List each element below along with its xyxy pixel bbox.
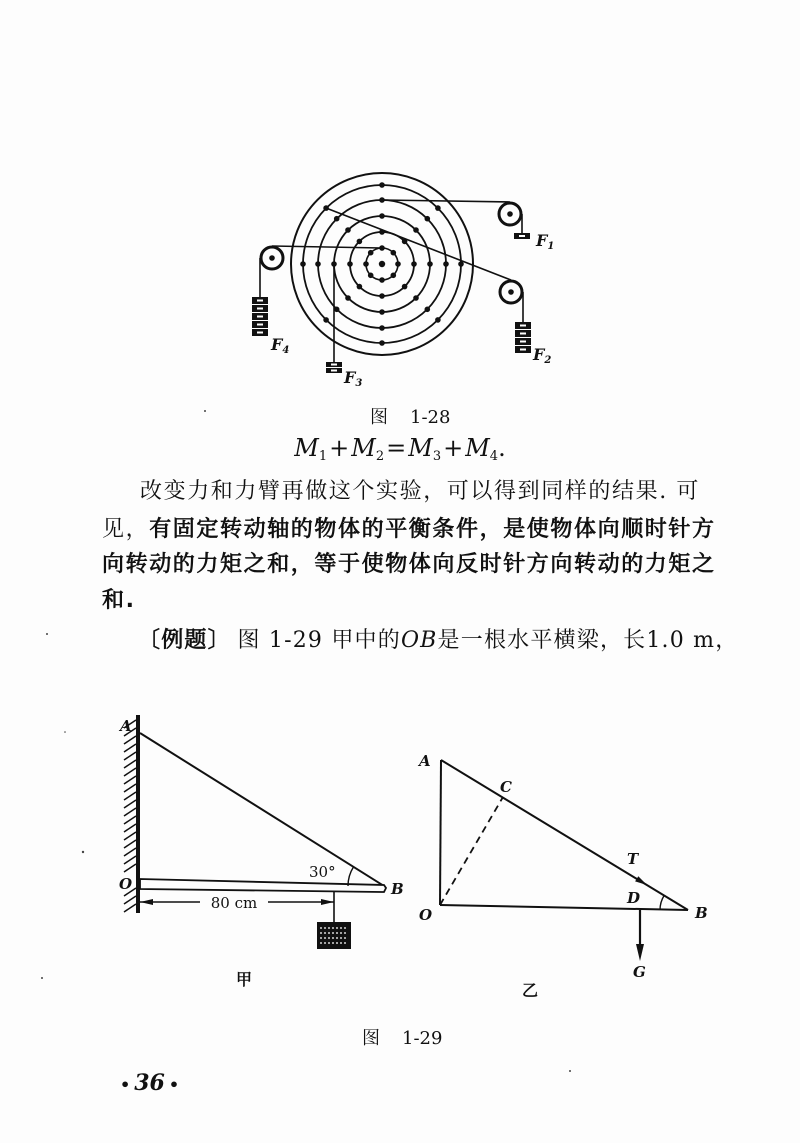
rope-ab [140, 733, 384, 886]
weight-stack-f1-icon [514, 233, 530, 239]
force-label-f2: F2 [533, 345, 552, 366]
point-label-a: A [120, 717, 132, 735]
caption-prefix: 图 [362, 1028, 380, 1049]
pulley-icon [500, 281, 522, 303]
distance-label: 80 cm [210, 894, 258, 912]
page-number-value: 36 [134, 1070, 165, 1096]
segment-ab [441, 760, 688, 910]
eq-operator: + [443, 434, 464, 462]
eq-end: . [498, 434, 506, 462]
point-label-b: B [695, 904, 708, 922]
point-label-o: O [419, 906, 433, 924]
disc-peg-holes [300, 182, 464, 346]
force-label-f3: F3 [344, 368, 363, 389]
point-label-b: B [391, 880, 404, 898]
force-label-g: G [633, 963, 646, 981]
caption-prefix: 图 [370, 407, 388, 428]
conclusion-text: 有固定转动轴的物体的平衡条件，是使物体向顺时针方 [149, 517, 716, 542]
eq-term: $M_4$ [465, 434, 499, 464]
point-label-d: D [627, 889, 641, 907]
example-text: 图 1-29 甲中的 [237, 628, 401, 653]
example-line [138, 627, 738, 654]
point-label-o: O [119, 875, 133, 893]
caption-number: 1-29 [402, 1028, 443, 1049]
conclusion-text: 和. [102, 588, 136, 613]
string-f2 [326, 208, 511, 280]
figure-1-29-caption [362, 1024, 442, 1050]
body-line-2-plain: 见， [102, 517, 150, 542]
eq-operator: + [329, 434, 350, 462]
weight-stack-f3-icon [326, 362, 342, 373]
sublabel-jia: 甲 [236, 970, 253, 989]
moment-arm-oc [440, 797, 503, 905]
example-value: 1.0 m， [646, 628, 739, 653]
angle-arc [348, 867, 354, 886]
example-text: 是一根水平横梁，长 [437, 628, 647, 653]
page-number [116, 1070, 183, 1096]
tension-arrow-icon [635, 876, 647, 885]
gravity-arrow-icon [636, 944, 644, 961]
eq-term: $M_2$ [351, 434, 385, 464]
force-label-f4: F4 [271, 335, 290, 356]
moment-balance-equation [0, 434, 800, 464]
figure-1-29-left [118, 715, 404, 989]
page-number-dot: • [120, 1075, 131, 1094]
string-f4 [272, 246, 382, 248]
angle-label: 30° [309, 863, 336, 881]
force-label-t: T [627, 850, 639, 868]
pulley-icon [261, 247, 283, 269]
example-tag: 〔例题〕 [138, 628, 231, 653]
pulley-icon [499, 203, 521, 225]
eq-term: $M_3$ [408, 434, 442, 464]
segment-ob [440, 905, 688, 910]
page-number-dot: • [168, 1075, 180, 1094]
weight-stack-f4-icon [252, 297, 268, 336]
sublabel-yi: 乙 [522, 981, 539, 1000]
body-line-2 [102, 516, 716, 543]
figure-1-29-right [440, 760, 688, 961]
point-label-a: A [419, 752, 431, 770]
example-symbol: OB [400, 628, 438, 653]
body-line-1: 改变力和力臂再做这个实验，可以得到同样的结果. 可 [140, 479, 700, 504]
beam-ob [140, 879, 386, 892]
figure-1-28-caption [370, 403, 450, 429]
caption-number: 1-28 [410, 407, 451, 428]
angle-arc [660, 896, 664, 911]
eq-operator: = [386, 434, 407, 462]
point-label-c: C [500, 778, 512, 796]
force-label-f1: F1 [536, 231, 555, 252]
eq-term: $M_1$ [294, 434, 328, 464]
weight-stack-f2-icon [515, 322, 531, 353]
scan-specks [41, 410, 571, 1072]
segment-ao [440, 760, 441, 905]
string-f1 [382, 200, 510, 202]
hanging-weight-icon [317, 922, 351, 949]
conclusion-text: 向转动的力矩之和，等于使物体向反时针方向转动的力矩之 [102, 552, 716, 577]
